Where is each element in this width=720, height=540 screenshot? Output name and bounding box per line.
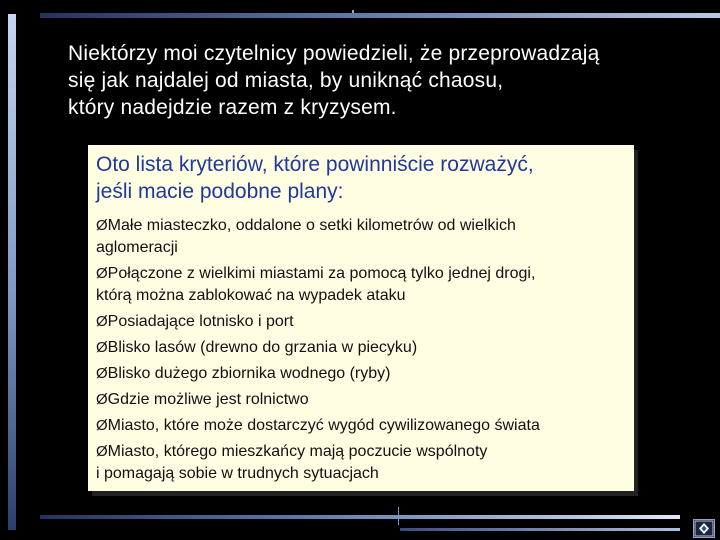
arrow-bullet-icon: Ø xyxy=(96,313,108,330)
criteria-item-line xyxy=(96,263,626,285)
criteria-item-line xyxy=(96,337,626,359)
arrow-bullet-icon: Ø xyxy=(96,365,108,382)
arrow-bullet-icon: Ø xyxy=(96,265,108,282)
criteria-item-line xyxy=(96,285,626,307)
criteria-item-text: aglomeracji xyxy=(96,239,178,256)
criteria-item-text: którą można zablokować na wypadek ataku xyxy=(96,287,406,304)
criteria-item-line xyxy=(96,389,626,411)
criteria-item-text: Blisko lasów (drewno do grzania w piecyku) xyxy=(107,339,418,356)
criteria-item-text: Miasto, które może dostarczyć wygód cywilizowanego świata xyxy=(107,417,540,434)
navigation-icon-graphic xyxy=(694,520,714,537)
frame-bottom-bar xyxy=(40,515,680,519)
criteria-item xyxy=(96,215,626,259)
criteria-item-text: Małe miasteczko, oddalone o setki kilometrów od wielkich xyxy=(107,217,516,234)
arrow-bullet-icon: Ø xyxy=(96,217,108,234)
criteria-item xyxy=(96,311,626,333)
frame-bottom-bar-secondary xyxy=(400,528,680,531)
criteria-item-text: Blisko dużego zbiornika wodnego (ryby) xyxy=(107,365,391,382)
frame-top-notch xyxy=(352,10,354,13)
frame-top-bar xyxy=(40,13,720,18)
panel-title-line: Oto lista kryteriów, które powinniście rozważyć, xyxy=(96,153,534,176)
criteria-item xyxy=(96,415,626,437)
criteria-item-line xyxy=(96,463,626,485)
criteria-item-text: Gdzie możliwe jest rolnictwo xyxy=(107,391,309,408)
criteria-item-text: Miasto, którego mieszkańcy mają poczucie wspólnoty xyxy=(107,443,488,460)
navigation-icon[interactable] xyxy=(693,519,715,538)
criteria-item-text: i pomagają sobie w trudnych sytuacjach xyxy=(96,465,379,482)
arrow-bullet-icon: Ø xyxy=(96,417,108,434)
criteria-item xyxy=(96,337,626,359)
panel-title-line: jeśli macie podobne plany: xyxy=(96,180,344,203)
criteria-item-line xyxy=(96,311,626,333)
criteria-list xyxy=(96,215,626,485)
criteria-item-text: Połączone z wielkimi miastami za pomocą tylko jednej drogi, xyxy=(107,265,536,282)
arrow-bullet-icon: Ø xyxy=(96,391,108,408)
criteria-item xyxy=(96,441,626,485)
criteria-item-line xyxy=(96,363,626,385)
panel-title xyxy=(96,151,626,205)
arrow-bullet-icon: Ø xyxy=(96,339,108,356)
criteria-item xyxy=(96,389,626,411)
criteria-item-line xyxy=(96,215,626,237)
criteria-item xyxy=(96,363,626,385)
criteria-panel xyxy=(88,145,634,491)
heading-line: się jak najdalej od miasta, by uniknąć chaosu, xyxy=(68,69,504,92)
criteria-item-line xyxy=(96,415,626,437)
heading-line: Niektórzy moi czytelnicy powiedzieli, że przeprowadzają xyxy=(68,42,600,65)
heading-line: który nadejdzie razem z kryzysem. xyxy=(68,96,397,119)
frame-left-bar xyxy=(8,14,16,530)
criteria-item xyxy=(96,263,626,307)
arrow-bullet-icon: Ø xyxy=(96,443,108,460)
frame-bottom-tick xyxy=(398,507,399,525)
slide-heading xyxy=(68,40,688,121)
criteria-item-line xyxy=(96,237,626,259)
criteria-item-text: Posiadające lotnisko i port xyxy=(107,313,294,330)
criteria-item-line xyxy=(96,441,626,463)
